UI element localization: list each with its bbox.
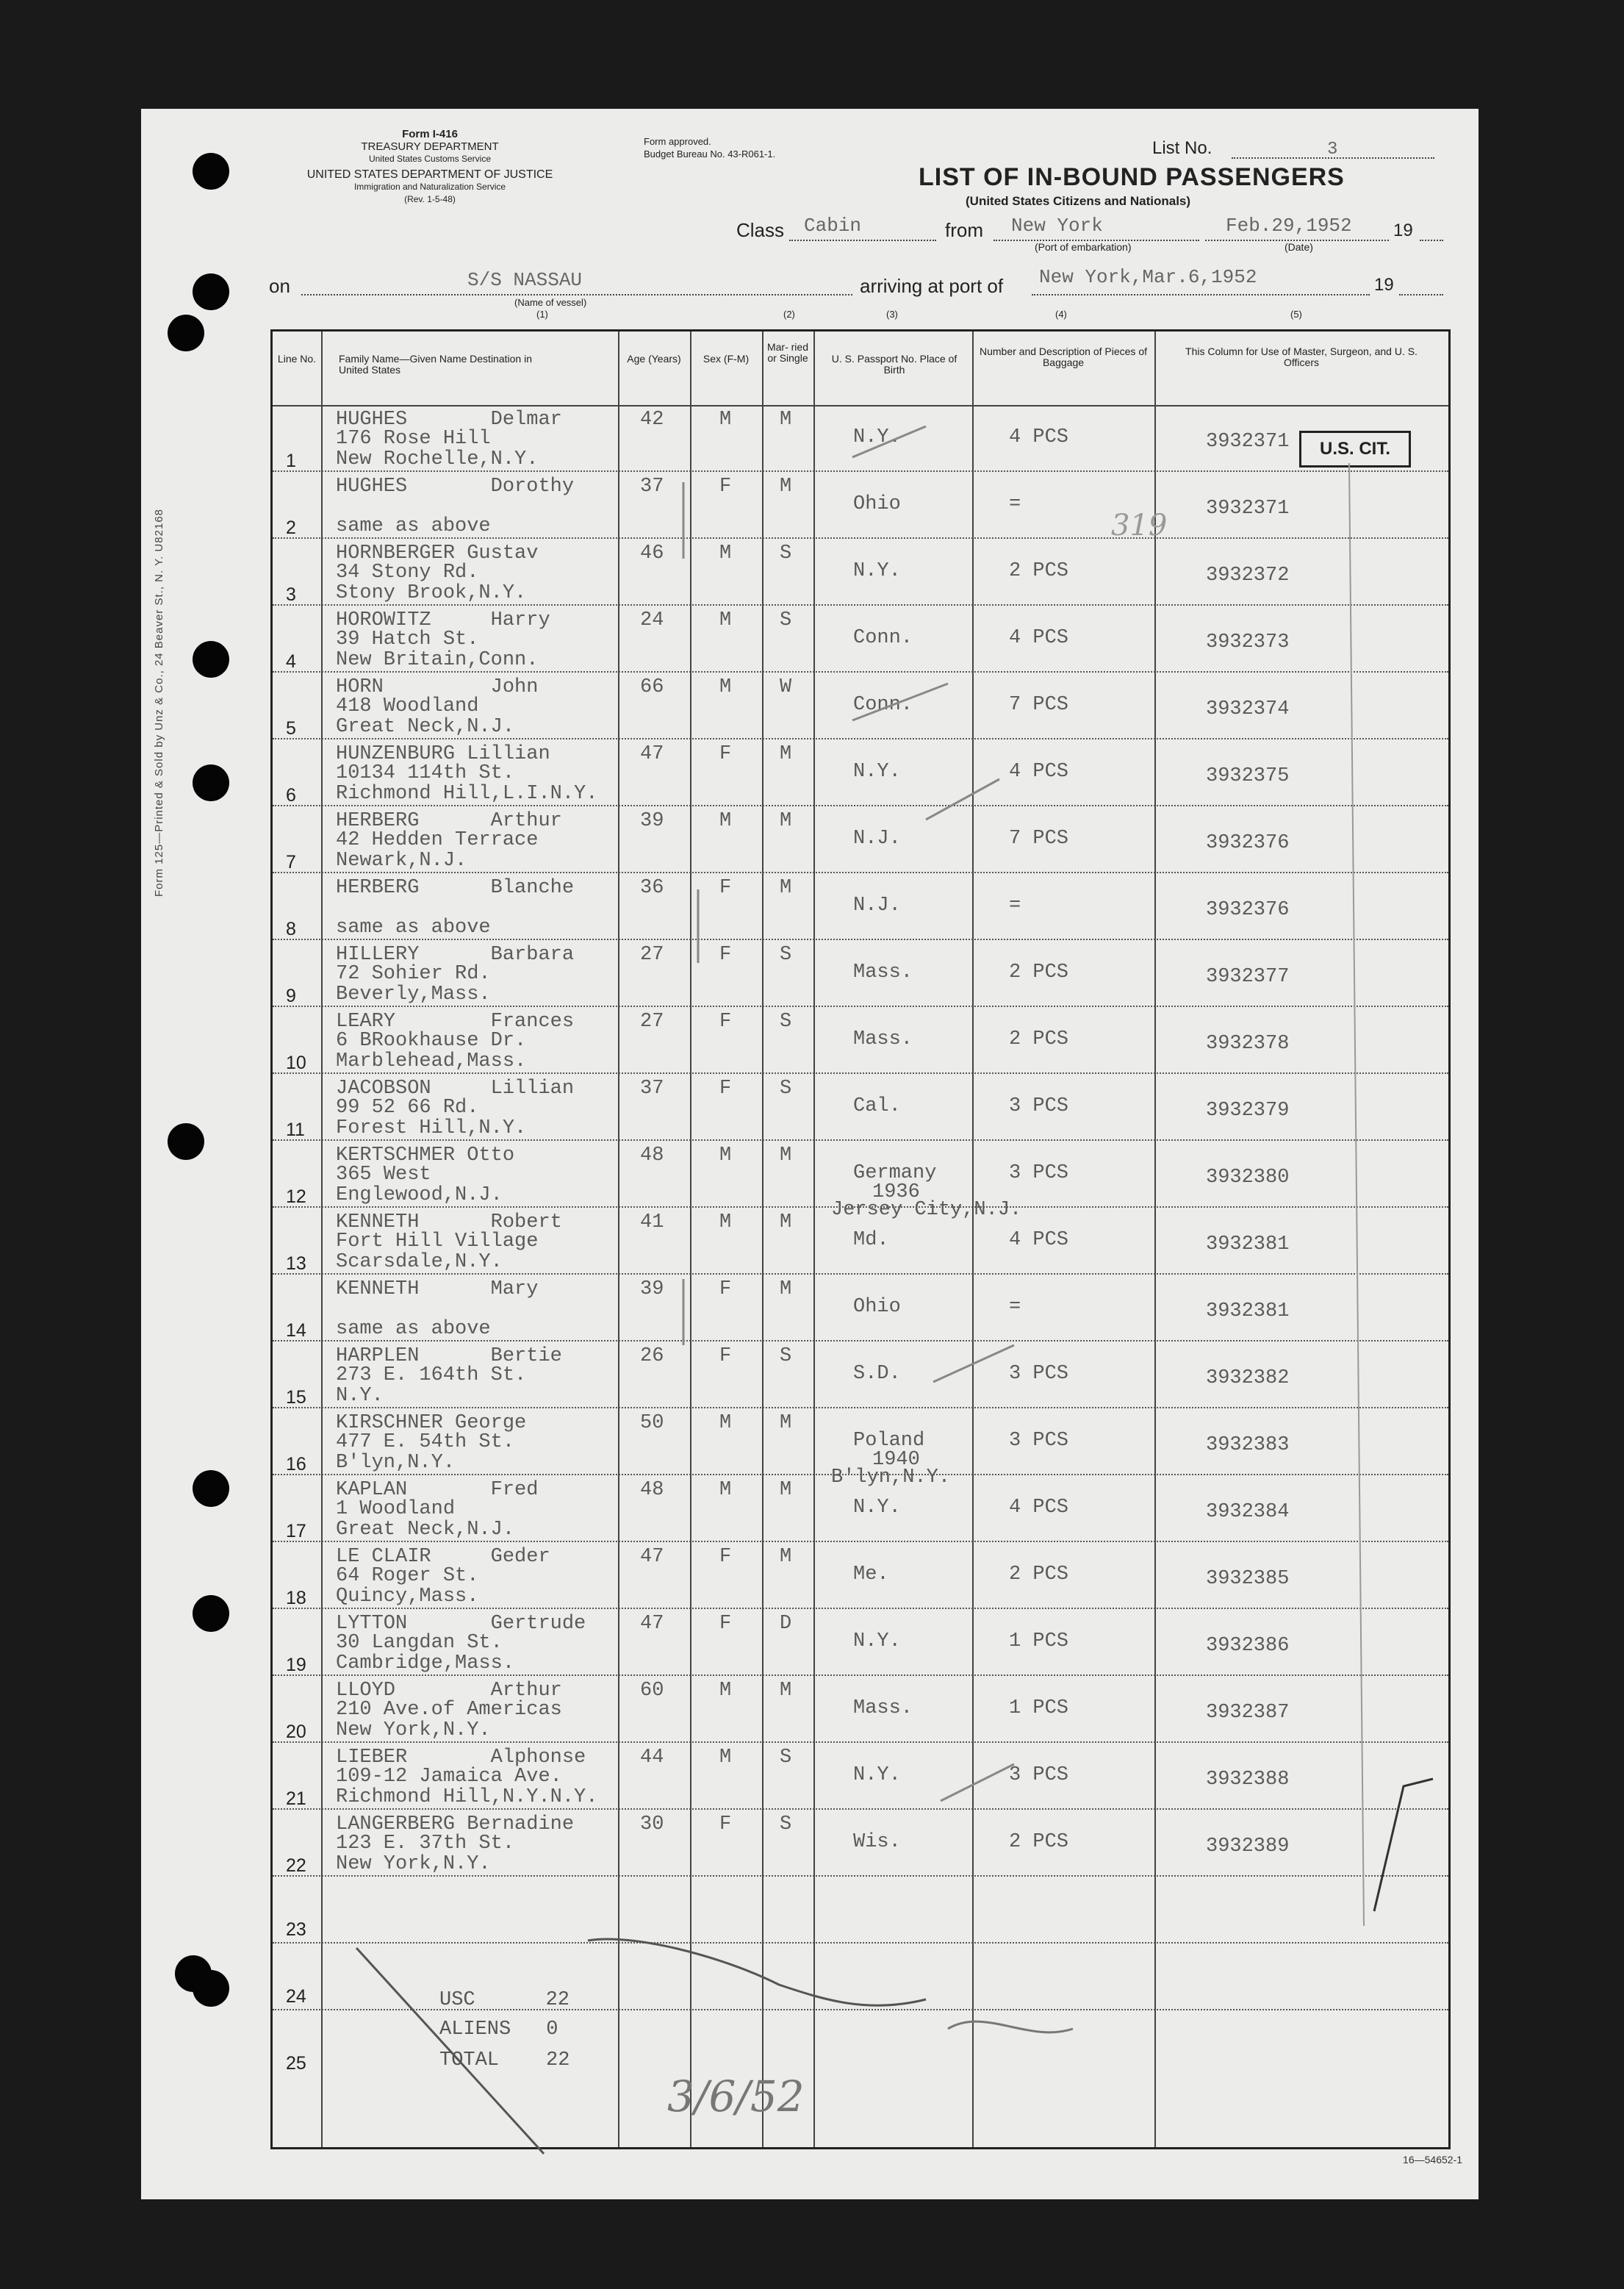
line-number: 12 — [286, 1186, 306, 1207]
place-of-birth: N.Y. — [853, 1764, 901, 1786]
passenger-name: HORNBERGER Gustav — [336, 542, 539, 565]
marital-status: S — [780, 944, 792, 966]
place-of-birth: Mass. — [853, 961, 913, 984]
address-line-2: same as above — [336, 515, 491, 537]
sex-value: F — [719, 1345, 732, 1367]
marital-status: S — [780, 1011, 792, 1033]
place-of-birth: Conn. — [853, 627, 913, 649]
marital-status: M — [780, 1479, 792, 1501]
address-line-2: New York,N.Y. — [336, 1719, 491, 1741]
passenger-name: LIEBER Alphonse — [336, 1747, 586, 1769]
passenger-name: LLOYD Arthur — [336, 1680, 562, 1702]
line-number: 3 — [286, 584, 296, 605]
arriving-label: arriving at port of — [860, 275, 1004, 297]
line-number: 18 — [286, 1588, 306, 1608]
col-num-2: (2) — [783, 309, 795, 320]
totals-aliens: ALIENS 0 — [439, 2018, 558, 2041]
baggage-pieces: 4 PCS — [1009, 627, 1069, 649]
line-number: 6 — [286, 785, 296, 806]
service-name: United States Customs Service — [368, 154, 492, 164]
class-value: Cabin — [804, 215, 862, 237]
marital-status: M — [780, 1412, 792, 1434]
address-line-1: 273 E. 164th St. — [336, 1364, 527, 1386]
form-title: LIST OF IN-BOUND PASSENGERS — [919, 163, 1345, 191]
sex-value: F — [719, 1278, 732, 1300]
header-officers: This Column for Use of Master, Surgeon, and U. S. Officers — [1185, 345, 1418, 368]
marital-status: D — [780, 1613, 792, 1635]
officer-number: 3932371 — [1206, 498, 1290, 520]
marital-status: M — [780, 1278, 792, 1300]
class-label: Class — [736, 219, 785, 241]
place-of-birth-detail: B'lyn,N.Y. — [831, 1466, 951, 1489]
officer-number: 3932373 — [1206, 631, 1290, 653]
address-line-1: 34 Stony Rd. — [336, 562, 479, 584]
place-of-birth-detail: 1936 — [872, 1181, 920, 1203]
address-line-2: same as above — [336, 917, 491, 939]
address-line-2: Beverly,Mass. — [336, 984, 491, 1006]
officer-number: 3932388 — [1206, 1769, 1290, 1791]
baggage-pieces: 4 PCS — [1009, 761, 1069, 783]
vessel-value: S/S NASSAU — [467, 269, 583, 291]
header-baggage: Number and Description of Pieces of Baggage — [980, 345, 1147, 368]
place-of-birth: N.Y. — [853, 426, 901, 448]
officer-number: 3932374 — [1206, 698, 1290, 720]
address-line-2: Richmond Hill,L.I.N.Y. — [336, 783, 598, 805]
marital-status: M — [780, 1211, 792, 1233]
address-line-1: 1 Woodland — [336, 1498, 456, 1520]
col-num-3: (3) — [886, 309, 898, 320]
place-of-birth: Poland — [853, 1430, 925, 1452]
date-value: Feb.29,1952 — [1226, 215, 1352, 237]
sex-value: M — [719, 1747, 732, 1769]
address-line-1: 64 Roger St. — [336, 1565, 479, 1587]
address-line-1: 123 E. 37th St. — [336, 1833, 515, 1855]
line-number: 14 — [286, 1320, 306, 1341]
age-value: 42 — [640, 409, 664, 431]
sex-value: F — [719, 1011, 732, 1033]
year-prefix-1: 19 — [1393, 221, 1413, 240]
place-of-birth: N.J. — [853, 895, 901, 917]
age-value: 47 — [640, 1546, 664, 1568]
sex-value: F — [719, 877, 732, 899]
address-line-1: Fort Hill Village — [336, 1231, 539, 1253]
sex-value: M — [719, 1479, 732, 1501]
officer-number: 3932377 — [1206, 966, 1290, 988]
line-number: 24 — [286, 1986, 306, 2007]
baggage-pieces: 2 PCS — [1009, 1563, 1069, 1586]
baggage-pieces: = — [1009, 895, 1021, 917]
line-number: 21 — [286, 1788, 306, 1809]
passenger-name: HERBERG Arthur — [336, 810, 562, 832]
age-value: 39 — [640, 810, 664, 832]
address-line-2: New York,N.Y. — [336, 1853, 491, 1875]
address-line-1: 39 Hatch St. — [336, 628, 479, 651]
address-line-2: New Rochelle,N.Y. — [336, 448, 539, 470]
passenger-name: HUGHES Delmar — [336, 409, 562, 431]
sex-value: F — [719, 476, 732, 498]
baggage-pieces: 3 PCS — [1009, 1764, 1069, 1786]
line-number: 10 — [286, 1053, 306, 1073]
address-line-2: Richmond Hill,N.Y.N.Y. — [336, 1786, 598, 1808]
sex-value: M — [719, 1680, 732, 1702]
line-number: 25 — [286, 2053, 306, 2074]
line-number: 19 — [286, 1655, 306, 1675]
place-of-birth: Conn. — [853, 694, 913, 716]
passenger-name: HOROWITZ Harry — [336, 609, 550, 631]
line-number: 17 — [286, 1521, 306, 1541]
form-number: Form I-416 — [402, 128, 458, 140]
passenger-name: HILLERY Barbara — [336, 944, 575, 966]
passenger-name: KIRSCHNER George — [336, 1412, 527, 1434]
place-of-birth: Cal. — [853, 1095, 901, 1117]
line-number: 7 — [286, 852, 296, 873]
sex-value: F — [719, 944, 732, 966]
age-value: 48 — [640, 1144, 664, 1167]
sex-value: M — [719, 1211, 732, 1233]
check-mark — [941, 1764, 1014, 1801]
age-value: 47 — [640, 1613, 664, 1635]
strike-line — [356, 1948, 544, 2154]
header-age: Age (Years) — [627, 353, 681, 365]
address-line-2: Great Neck,N.J. — [336, 1519, 515, 1541]
baggage-pieces: 3 PCS — [1009, 1162, 1069, 1184]
age-value: 36 — [640, 877, 664, 899]
address-line-2: N.Y. — [336, 1385, 384, 1407]
age-value: 39 — [640, 1278, 664, 1300]
margin-line — [1349, 463, 1364, 1926]
address-line-2: Newark,N.J. — [336, 850, 467, 872]
baggage-pieces: 3 PCS — [1009, 1095, 1069, 1117]
marital-status: S — [780, 1078, 792, 1100]
baggage-pieces: 2 PCS — [1009, 961, 1069, 984]
passenger-name: HUGHES Dorothy — [336, 476, 575, 498]
baggage-pieces: 2 PCS — [1009, 1028, 1069, 1050]
sex-value: F — [719, 1546, 732, 1568]
place-of-birth-detail: Jersey City,N.J. — [831, 1199, 1022, 1221]
place-of-birth: Ohio — [853, 493, 901, 515]
pencil-checkmarks — [356, 426, 1433, 2154]
passenger-name: JACOBSON Lillian — [336, 1078, 575, 1100]
justice-name: UNITED STATES DEPARTMENT OF JUSTICE — [306, 168, 553, 181]
place-of-birth: N.J. — [853, 828, 901, 850]
baggage-pieces: 7 PCS — [1009, 828, 1069, 850]
sex-value: M — [719, 609, 732, 631]
marital-status: S — [780, 1813, 792, 1835]
marital-status: M — [780, 476, 792, 498]
place-of-birth-detail: 1940 — [872, 1449, 920, 1471]
handwritten-date: 3/6/52 — [667, 2071, 805, 2121]
address-line-1: 6 BRookhause Dr. — [336, 1030, 527, 1052]
sex-value: M — [719, 542, 732, 565]
date-label: (Date) — [1285, 241, 1313, 253]
place-of-birth: N.Y. — [853, 761, 901, 783]
address-line-1: 99 52 66 Rd. — [336, 1097, 479, 1119]
age-value: 66 — [640, 676, 664, 698]
baggage-pieces: 3 PCS — [1009, 1363, 1069, 1385]
officer-number: 3932385 — [1206, 1568, 1290, 1590]
place-of-birth: Me. — [853, 1563, 889, 1586]
officer-number: 3932379 — [1206, 1100, 1290, 1122]
address-line-1: 109-12 Jamaica Ave. — [336, 1766, 562, 1788]
year-prefix-2: 19 — [1374, 275, 1394, 295]
col-num-5: (5) — [1290, 309, 1302, 320]
address-line-2: New Britain,Conn. — [336, 649, 539, 671]
sex-value: M — [719, 409, 732, 431]
address-line-2: Marblehead,Mass. — [336, 1050, 527, 1072]
age-value: 47 — [640, 743, 664, 765]
baggage-pieces: 4 PCS — [1009, 1497, 1069, 1519]
address-line-2: Cambridge,Mass. — [336, 1652, 515, 1674]
officer-number: 3932372 — [1206, 565, 1290, 587]
address-line-2: Scarsdale,N.Y. — [336, 1251, 503, 1273]
line-number: 13 — [286, 1253, 306, 1274]
marital-status: S — [780, 609, 792, 631]
vessel-label: (Name of vessel) — [514, 297, 587, 308]
officer-number: 3932382 — [1206, 1367, 1290, 1389]
sex-value: M — [719, 1144, 732, 1167]
line-number: 22 — [286, 1855, 306, 1876]
officer-number: 3932384 — [1206, 1501, 1290, 1523]
signature-scrawl — [948, 2021, 1073, 2032]
address-line-1: 72 Sohier Rd. — [336, 963, 491, 985]
baggage-pieces: 4 PCS — [1009, 426, 1069, 448]
handwritten-annotation-319: 319 — [1111, 509, 1168, 542]
passenger-name: HORN John — [336, 676, 539, 698]
passenger-name: KENNETH Mary — [336, 1278, 539, 1300]
officer-number: 3932383 — [1206, 1434, 1290, 1456]
address-line-2: Stony Brook,N.Y. — [336, 582, 527, 604]
age-value: 27 — [640, 944, 664, 966]
age-value: 41 — [640, 1211, 664, 1233]
totals-usc: USC 22 — [439, 1989, 570, 2011]
baggage-pieces: 2 PCS — [1009, 1831, 1069, 1853]
age-value: 48 — [640, 1479, 664, 1501]
baggage-pieces: = — [1009, 1296, 1021, 1318]
us-citizen-stamp: U.S. CIT. — [1299, 431, 1411, 468]
place-of-birth: Germany — [853, 1162, 937, 1184]
age-value: 26 — [640, 1345, 664, 1367]
from-value: New York — [1011, 215, 1103, 237]
line-number: 9 — [286, 986, 296, 1006]
arriving-value: New York,Mar.6,1952 — [1039, 266, 1257, 288]
sex-value: F — [719, 1613, 732, 1635]
col-num-4: (4) — [1055, 309, 1067, 320]
marital-status: M — [780, 1144, 792, 1167]
place-of-birth: S.D. — [853, 1363, 901, 1385]
address-line-1: 210 Ave.of Americas — [336, 1699, 562, 1721]
marital-status: M — [780, 1546, 792, 1568]
passenger-name: KERTSCHMER Otto — [336, 1144, 515, 1167]
sex-value: F — [719, 743, 732, 765]
place-of-birth: Ohio — [853, 1296, 901, 1318]
baggage-pieces: 4 PCS — [1009, 1229, 1069, 1251]
port-embark-label: (Port of embarkation) — [1035, 241, 1132, 253]
marital-status: M — [780, 409, 792, 431]
printer-side-text: Form 125—Printed & Sold by Unz & Co., 24 Beaver St., N. Y. U82168 — [153, 508, 165, 897]
age-value: 37 — [640, 1078, 664, 1100]
passenger-name: KAPLAN Fred — [336, 1479, 539, 1501]
place-of-birth: N.Y. — [853, 1630, 901, 1652]
marital-status: M — [780, 877, 792, 899]
header-name: Family Name—Given Name Destination in United States — [339, 353, 532, 376]
address-line-1: 418 Woodland — [336, 695, 479, 717]
passenger-name: HERBERG Blanche — [336, 877, 575, 899]
totals-total: TOTAL 22 — [439, 2049, 570, 2071]
baggage-pieces: 3 PCS — [1009, 1430, 1069, 1452]
place-of-birth: Md. — [853, 1229, 889, 1251]
officer-number: 3932389 — [1206, 1835, 1290, 1858]
ins-name: Immigration and Naturalization Service — [353, 182, 506, 192]
officer-number: 3932371 — [1206, 431, 1290, 453]
officer-number: 3932376 — [1206, 899, 1290, 921]
address-line-1: 42 Hedden Terrace — [336, 829, 539, 851]
sex-value: F — [719, 1813, 732, 1835]
line-number: 2 — [286, 517, 296, 538]
sex-value: M — [719, 1412, 732, 1434]
dept-name: TREASURY DEPARTMENT — [361, 140, 499, 153]
budget-approval: Form approved. Budget Bureau No. 43-R061-1. — [644, 136, 776, 160]
baggage-pieces: 7 PCS — [1009, 694, 1069, 716]
place-of-birth: Wis. — [853, 1831, 901, 1853]
age-value: 46 — [640, 542, 664, 565]
from-label: from — [945, 219, 983, 241]
marital-status: S — [780, 1345, 792, 1367]
officer-number: 3932376 — [1206, 832, 1290, 854]
passenger-name: LEARY Frances — [336, 1011, 575, 1033]
baggage-pieces: 1 PCS — [1009, 1630, 1069, 1652]
officer-number: 3932375 — [1206, 765, 1290, 787]
passenger-name: LYTTON Gertrude — [336, 1613, 586, 1635]
address-line-2: Quincy,Mass. — [336, 1586, 479, 1608]
rev-date: (Rev. 1-5-48) — [404, 194, 456, 204]
line-number: 23 — [286, 1919, 306, 1940]
age-value: 60 — [640, 1680, 664, 1702]
address-line-1: 365 West — [336, 1164, 431, 1186]
baggage-pieces: = — [1009, 493, 1021, 515]
officer-number: 3932381 — [1206, 1233, 1290, 1255]
address-line-1: 477 E. 54th St. — [336, 1431, 515, 1453]
address-line-2: Forest Hill,N.Y. — [336, 1117, 527, 1139]
header-married: Mar- ried or Single — [766, 341, 808, 364]
officer-number: 3932380 — [1206, 1167, 1290, 1189]
address-line-2: B'lyn,N.Y. — [336, 1452, 456, 1474]
line-number: 16 — [286, 1454, 306, 1475]
passenger-name: LE CLAIR Geder — [336, 1546, 550, 1568]
passenger-name: LANGERBERG Bernadine — [336, 1813, 575, 1835]
check-mark — [926, 779, 999, 820]
place-of-birth: Mass. — [853, 1028, 913, 1050]
on-label: on — [269, 275, 290, 297]
line-number: 1 — [286, 451, 296, 471]
line-number: 11 — [286, 1120, 305, 1140]
age-value: 30 — [640, 1813, 664, 1835]
marital-status: M — [780, 810, 792, 832]
sex-value: M — [719, 676, 732, 698]
address-line-1: 30 Langdan St. — [336, 1632, 503, 1654]
line-number: 15 — [286, 1387, 306, 1408]
list-no-value: 3 — [1327, 140, 1338, 160]
address-line-2: same as above — [336, 1318, 491, 1340]
officer-number: 3932381 — [1206, 1300, 1290, 1322]
marital-status: S — [780, 542, 792, 565]
header-line-no: Line No. — [277, 353, 317, 365]
place-of-birth: N.Y. — [853, 560, 901, 582]
age-value: 27 — [640, 1011, 664, 1033]
officer-number: 3932378 — [1206, 1033, 1290, 1055]
age-value: 44 — [640, 1747, 664, 1769]
sex-value: F — [719, 1078, 732, 1100]
line-number: 4 — [286, 651, 296, 672]
marital-status: W — [780, 676, 792, 698]
header-sex: Sex (F-M) — [703, 353, 750, 365]
check-mark — [852, 426, 926, 457]
passenger-name: KENNETH Robert — [336, 1211, 562, 1233]
sex-value: M — [719, 810, 732, 832]
header-passport: U. S. Passport No. Place of Birth — [831, 353, 957, 376]
vessel-col-num: (1) — [536, 309, 548, 320]
age-value: 24 — [640, 609, 664, 631]
check-mark — [933, 1345, 1014, 1382]
place-of-birth: Mass. — [853, 1697, 913, 1719]
address-line-2: Great Neck,N.J. — [336, 716, 515, 738]
form-print-code: 16—54652-1 — [1403, 2154, 1462, 2166]
place-of-birth: N.Y. — [853, 1497, 901, 1519]
baggage-pieces: 1 PCS — [1009, 1697, 1069, 1719]
address-line-2: Englewood,N.J. — [336, 1184, 503, 1206]
marital-status: S — [780, 1747, 792, 1769]
passenger-name: HARPLEN Bertie — [336, 1345, 562, 1367]
tick-mark — [1374, 1779, 1433, 1911]
form-subtitle: (United States Citizens and Nationals) — [966, 194, 1191, 208]
line-number: 8 — [286, 919, 296, 939]
check-mark — [852, 684, 948, 720]
age-value: 50 — [640, 1412, 664, 1434]
list-no-label: List No. — [1152, 138, 1212, 158]
address-line-1: 10134 114th St. — [336, 762, 515, 784]
baggage-pieces: 2 PCS — [1009, 560, 1069, 582]
address-line-1: 176 Rose Hill — [336, 428, 491, 450]
officer-number: 3932386 — [1206, 1635, 1290, 1657]
line-number: 5 — [286, 718, 296, 739]
passenger-name: HUNZENBURG Lillian — [336, 743, 550, 765]
marital-status: M — [780, 1680, 792, 1702]
age-value: 37 — [640, 476, 664, 498]
officer-number: 3932387 — [1206, 1702, 1290, 1724]
signature-scrawl — [588, 1939, 926, 2005]
marital-status: M — [780, 743, 792, 765]
line-number: 20 — [286, 1722, 306, 1742]
